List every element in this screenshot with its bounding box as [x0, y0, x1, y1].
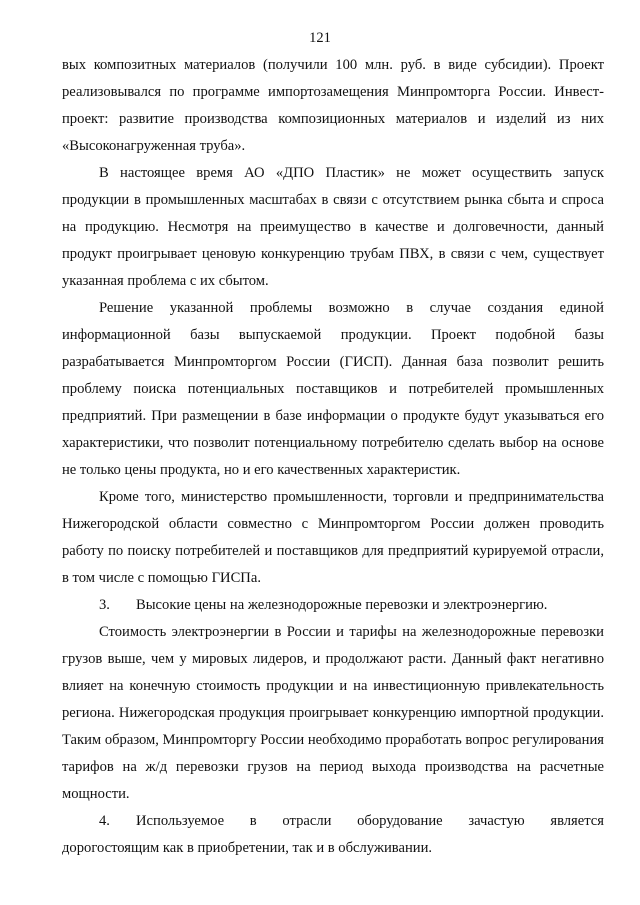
paragraph-ministry-work: Кроме того, министерство промышленности, торговли и предпринимательства Нижегородской области совместно с Минпромторгом России должен проводить работу по поиску потребителей и поставщиков для предприятий курируемой отрасли, в том числе с помощью ГИСПа. [62, 489, 604, 586]
list-item-number: 4. [99, 813, 110, 829]
paragraph-composite-materials: вых композитных материалов (получили 100 млн. руб. в виде субсидии). Проект реализовывался по программе импортозамещения Минпромторга России. Инвест-проект: развитие производства композиционных материалов и изделий из них «Высоконагруженная труба». [62, 57, 604, 154]
list-item-number: 3. [99, 597, 110, 613]
paragraph-electricity-tariffs: Стоимость электроэнергии в России и тарифы на железнодорожные перевозки грузов выше, чем у мировых лидеров, и продолжают расти. Данный факт негативно влияет на конечную стоимость продукции и на инвестиционную привлекательность региона. Нижегородская продукция проигрывает конкуренцию импортной продукции. Таким образом, Минпромторгу России необходимо проработать вопрос регулирования тарифов на ж/д перевозки грузов на период выхода производства на расчетные мощности. [62, 624, 604, 802]
page-number: 121 [309, 30, 331, 46]
paragraph-information-base: Решение указанной проблемы возможно в случае создания единой информационной базы выпускаемой продукции. Проект подобной базы разрабатывается Минпромторгом России (ГИСП). Данная база позволит решить проблему поиска потенциальных поставщиков и потребителей промышленных предприятий. При размещении в базе информации о продукте будут указываться его характеристики, что позволит потенциальному потребителю сделать выбор на основе не только цены продукта, но и его качественных характеристик. [62, 300, 604, 478]
list-item-text: Используемое в отрасли оборудование зачастую является [136, 813, 604, 829]
page-content [62, 52, 604, 862]
list-item-text: Высокие цены на железнодорожные перевозки и электроэнергию. [136, 597, 548, 613]
list-item-continuation: дорогостоящим как в приобретении, так и в обслуживании. [62, 840, 433, 856]
list-item-3 [62, 592, 604, 619]
list-item-4 [62, 808, 604, 835]
paragraph-dpo-plastik: В настоящее время АО «ДПО Пластик» не может осуществить запуск продукции в промышленных масштабах в связи с отсутствием рынка сбыта и спроса на продукцию. Несмотря на преимущество в качестве и долговечности, данный продукт проигрывает ценовую конкуренцию трубам ПВХ, в связи с чем, существует указанная проблема с их сбытом. [62, 165, 604, 289]
